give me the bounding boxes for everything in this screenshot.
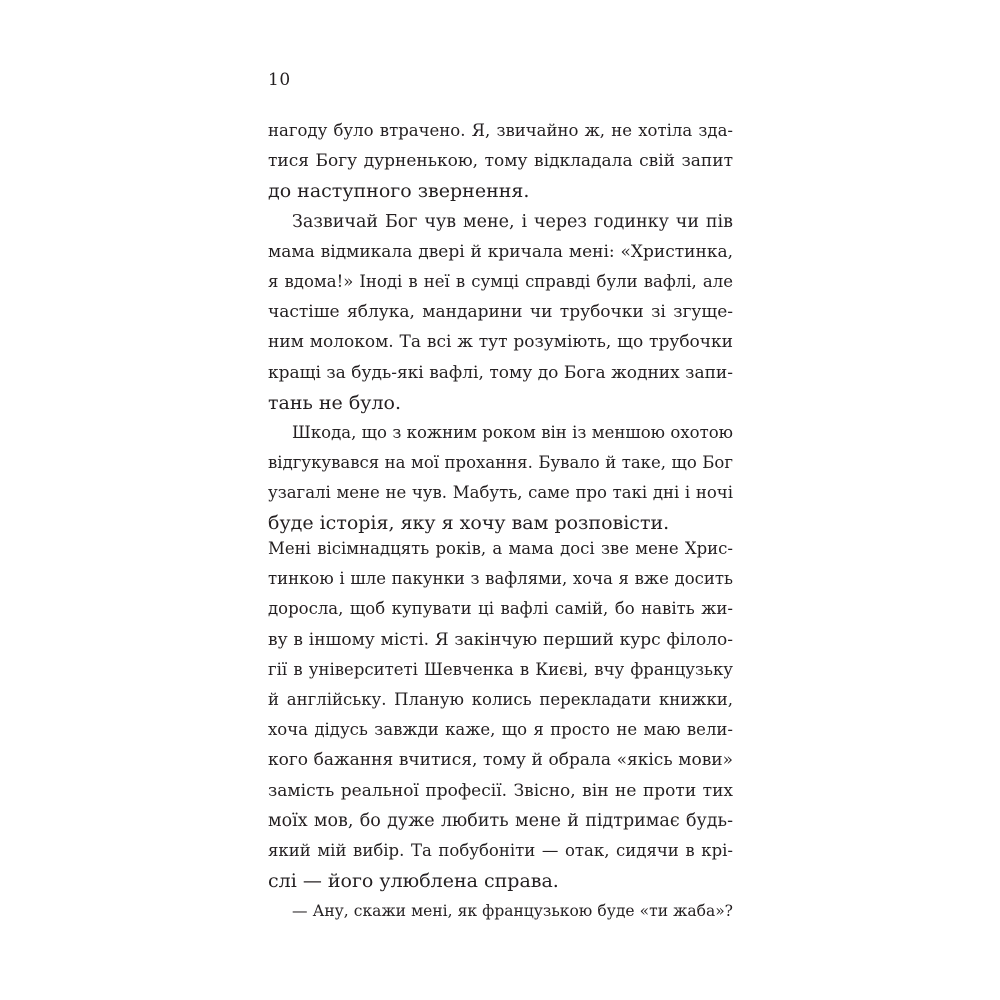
text-line: до наступного звернення. xyxy=(268,180,530,203)
text-line: слі — його улюблена справа. xyxy=(268,870,559,893)
text-line: доросла, щоб купувати ці вафлі самій, бо навіть жи- xyxy=(268,599,733,619)
text-line: частіше яблука, мандарини чи трубочки зі згуще- xyxy=(268,302,733,323)
text-line: тися Богу дурненькою, тому відкладала свій запит xyxy=(268,151,733,172)
text-line: тинкою і шле пакунки з вафлями, хоча я вже досить xyxy=(268,569,733,589)
text-line: який мій вибір. Та побубоніти — отак, сидячи в крі- xyxy=(268,840,733,860)
text-line: я вдома!» Іноді в неї в сумці справді були вафлі, але xyxy=(268,271,733,291)
text-line: узагалі мене не чув. Мабуть, саме про такі дні і ночі xyxy=(268,483,733,503)
text-line: й англійську. Планую колись перекладати книжки, xyxy=(268,689,733,709)
text-line: ним молоком. Та всі ж тут розуміють, що трубочки xyxy=(268,332,733,353)
text-block-2 xyxy=(268,534,733,926)
text-line: нагоду було втрачено. Я, звичайно ж, не хотіла зда- xyxy=(268,121,733,140)
text-line: замість реальної професії. Звісно, він не проти тих xyxy=(268,780,733,801)
text-line: хоча дідусь завжди каже, що я просто не маю вели- xyxy=(268,720,733,740)
text-line: кого бажання вчитися, тому й обрала «якісь мови» xyxy=(268,750,733,771)
text-line: ву в іншому місті. Я закінчую перший курс філоло- xyxy=(268,629,733,650)
text-line: відгукувався на мої прохання. Бувало й таке, що Бог xyxy=(268,453,733,473)
text-line: кращі за будь-які вафлі, тому до Бога жодних запи- xyxy=(268,362,733,383)
page-number: 10 xyxy=(268,70,291,90)
text-line: — Ану, скажи мені, як французькою буде «ти жаба»? xyxy=(292,902,733,921)
text-line: Шкода, що з кожним роком він із меншою охотою xyxy=(292,422,733,442)
text-line: моїх мов, бо дуже любить мене й підтримає будь- xyxy=(268,810,733,831)
text-line: тань не було. xyxy=(268,391,401,414)
text-line: гії в університеті Шевченка в Києві, вчу французьку xyxy=(268,659,733,679)
text-line: Зазвичай Бог чув мене, і через годинку чи пів xyxy=(292,211,733,232)
text-block-1 xyxy=(268,116,733,539)
text-line: Мені вісімнадцять років, а мама досі зве мене Хрис- xyxy=(268,539,733,558)
text-line: буде історія, яку я хочу вам розповісти. xyxy=(268,512,670,535)
text-line: мама відмикала двері й кричала мені: «Христинка, xyxy=(268,241,733,262)
